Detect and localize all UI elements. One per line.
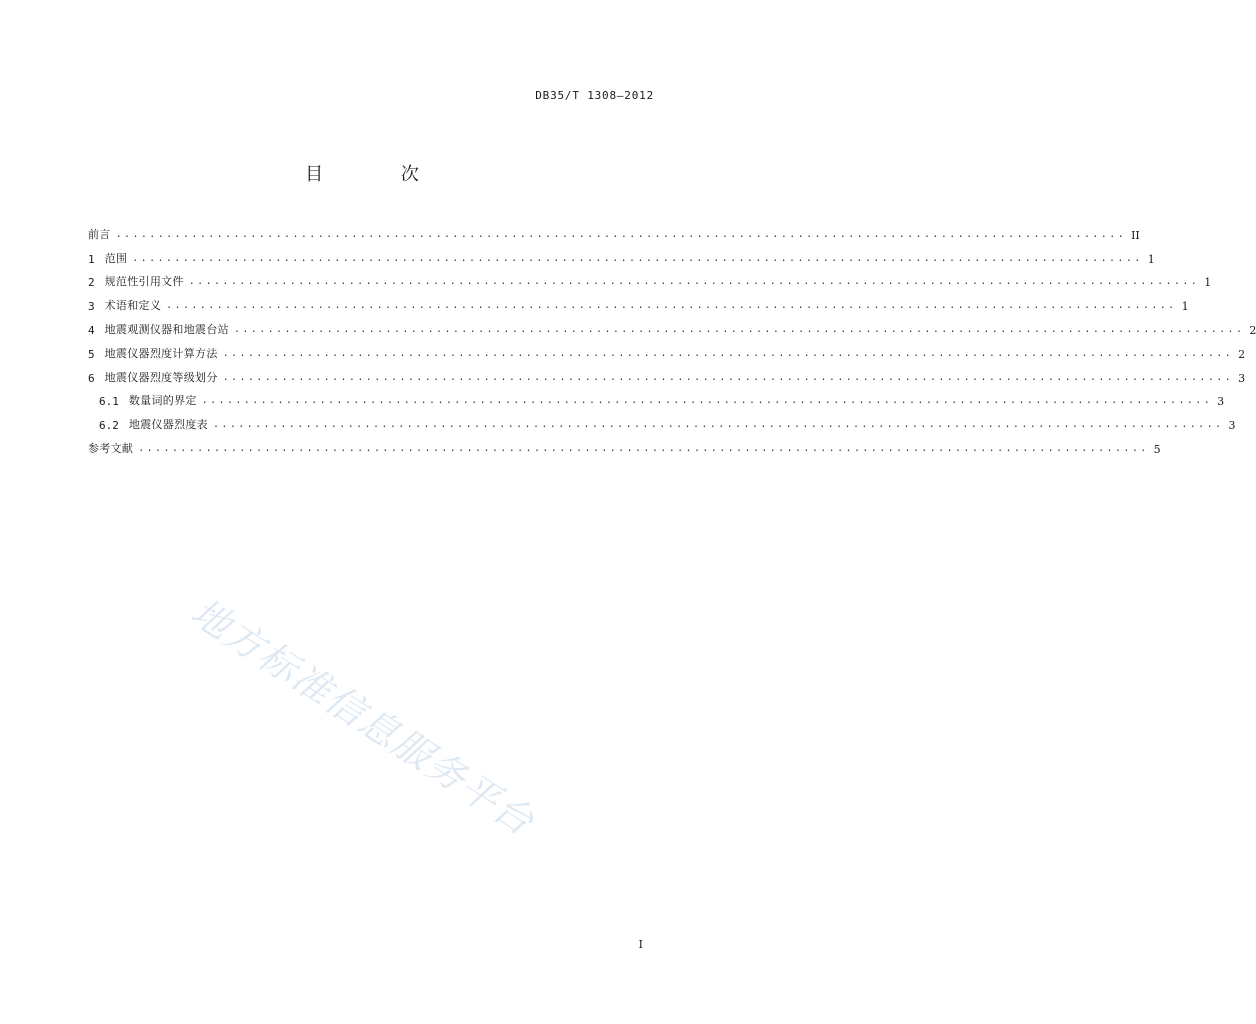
- toc-entry-page: 3: [1217, 395, 1225, 409]
- toc-entry-page: 1: [1147, 252, 1155, 266]
- toc-entry-label: 参考文献: [88, 441, 134, 455]
- toc-entry-number: 6: [88, 371, 95, 385]
- toc-entry-label: 地震仪器烈度计算方法: [104, 346, 218, 360]
- toc-leader: ........................................................................................................................: [132, 252, 1143, 264]
- toc-entry-scope[interactable]: [88, 242, 1155, 266]
- toc-entry-page: 3: [1238, 371, 1246, 385]
- standard-code: DB35/T 1308—2012: [535, 89, 654, 102]
- toc-entry-label: 地震仪器烈度等级划分: [104, 370, 218, 384]
- toc-entry-page: 3: [1228, 419, 1236, 433]
- toc-entry-label: 前言: [88, 227, 111, 241]
- toc-entry-page: II: [1131, 228, 1140, 242]
- toc-entry-foreword[interactable]: [88, 218, 1140, 242]
- toc-leader: ........................................................................................................................: [166, 300, 1177, 312]
- page-title: 目 次: [305, 164, 455, 185]
- toc-entry-bibliography[interactable]: [88, 432, 1161, 456]
- toc-entry-page: 5: [1153, 442, 1161, 456]
- toc-entry-label: 范围: [104, 251, 128, 265]
- toc-leader: ........................................................................................................................: [188, 276, 1200, 288]
- toc-leader: ........................................................................................................................: [233, 323, 1245, 335]
- toc-entry-intensity-table[interactable]: [88, 408, 1236, 433]
- toc-entry-number: 2: [88, 276, 95, 290]
- toc-entry-page: 2: [1238, 347, 1246, 361]
- toc-entry-label: 数量词的界定: [128, 394, 197, 408]
- toc-entry-label: 规范性引用文件: [104, 275, 184, 289]
- toc-leader: ........................................................................................................................: [115, 228, 1127, 240]
- toc-entry-quantifier-definition[interactable]: [88, 385, 1225, 409]
- toc-leader: ........................................................................................................................: [222, 371, 1234, 383]
- toc-entry-normative-references[interactable]: [88, 266, 1212, 290]
- toc-entry-calculation-method[interactable]: [88, 337, 1246, 361]
- toc-entry-intensity-grading[interactable]: [88, 361, 1246, 385]
- page-number: I: [638, 938, 643, 951]
- toc-leader: ........................................................................................................................: [212, 419, 1224, 431]
- toc-entry-number: 1: [88, 252, 95, 266]
- toc-entry-instruments-stations[interactable]: [88, 313, 1256, 337]
- toc-leader: ........................................................................................................................: [138, 442, 1149, 454]
- toc-entry-number: 6.1: [99, 395, 119, 409]
- toc-leader: ........................................................................................................................: [222, 347, 1234, 359]
- watermark: 地方标准信息服务平台: [183, 589, 543, 845]
- toc-entry-number: 5: [88, 347, 95, 361]
- toc-leader: ........................................................................................................................: [201, 395, 1213, 407]
- toc-entry-terms[interactable]: [88, 289, 1189, 314]
- toc-entry-label: 地震仪器烈度表: [128, 418, 208, 432]
- toc-entry-number: 3: [88, 300, 95, 314]
- toc-entry-number: 4: [88, 323, 95, 337]
- toc-entry-label: 地震观测仪器和地震台站: [104, 322, 229, 336]
- toc-entry-page: 1: [1204, 276, 1212, 290]
- toc-entry-number: 6.2: [99, 419, 119, 433]
- toc-entry-label: 术语和定义: [104, 299, 162, 313]
- table-of-contents: [88, 218, 1256, 456]
- toc-entry-page: 2: [1249, 323, 1256, 337]
- toc-entry-page: 1: [1181, 300, 1189, 314]
